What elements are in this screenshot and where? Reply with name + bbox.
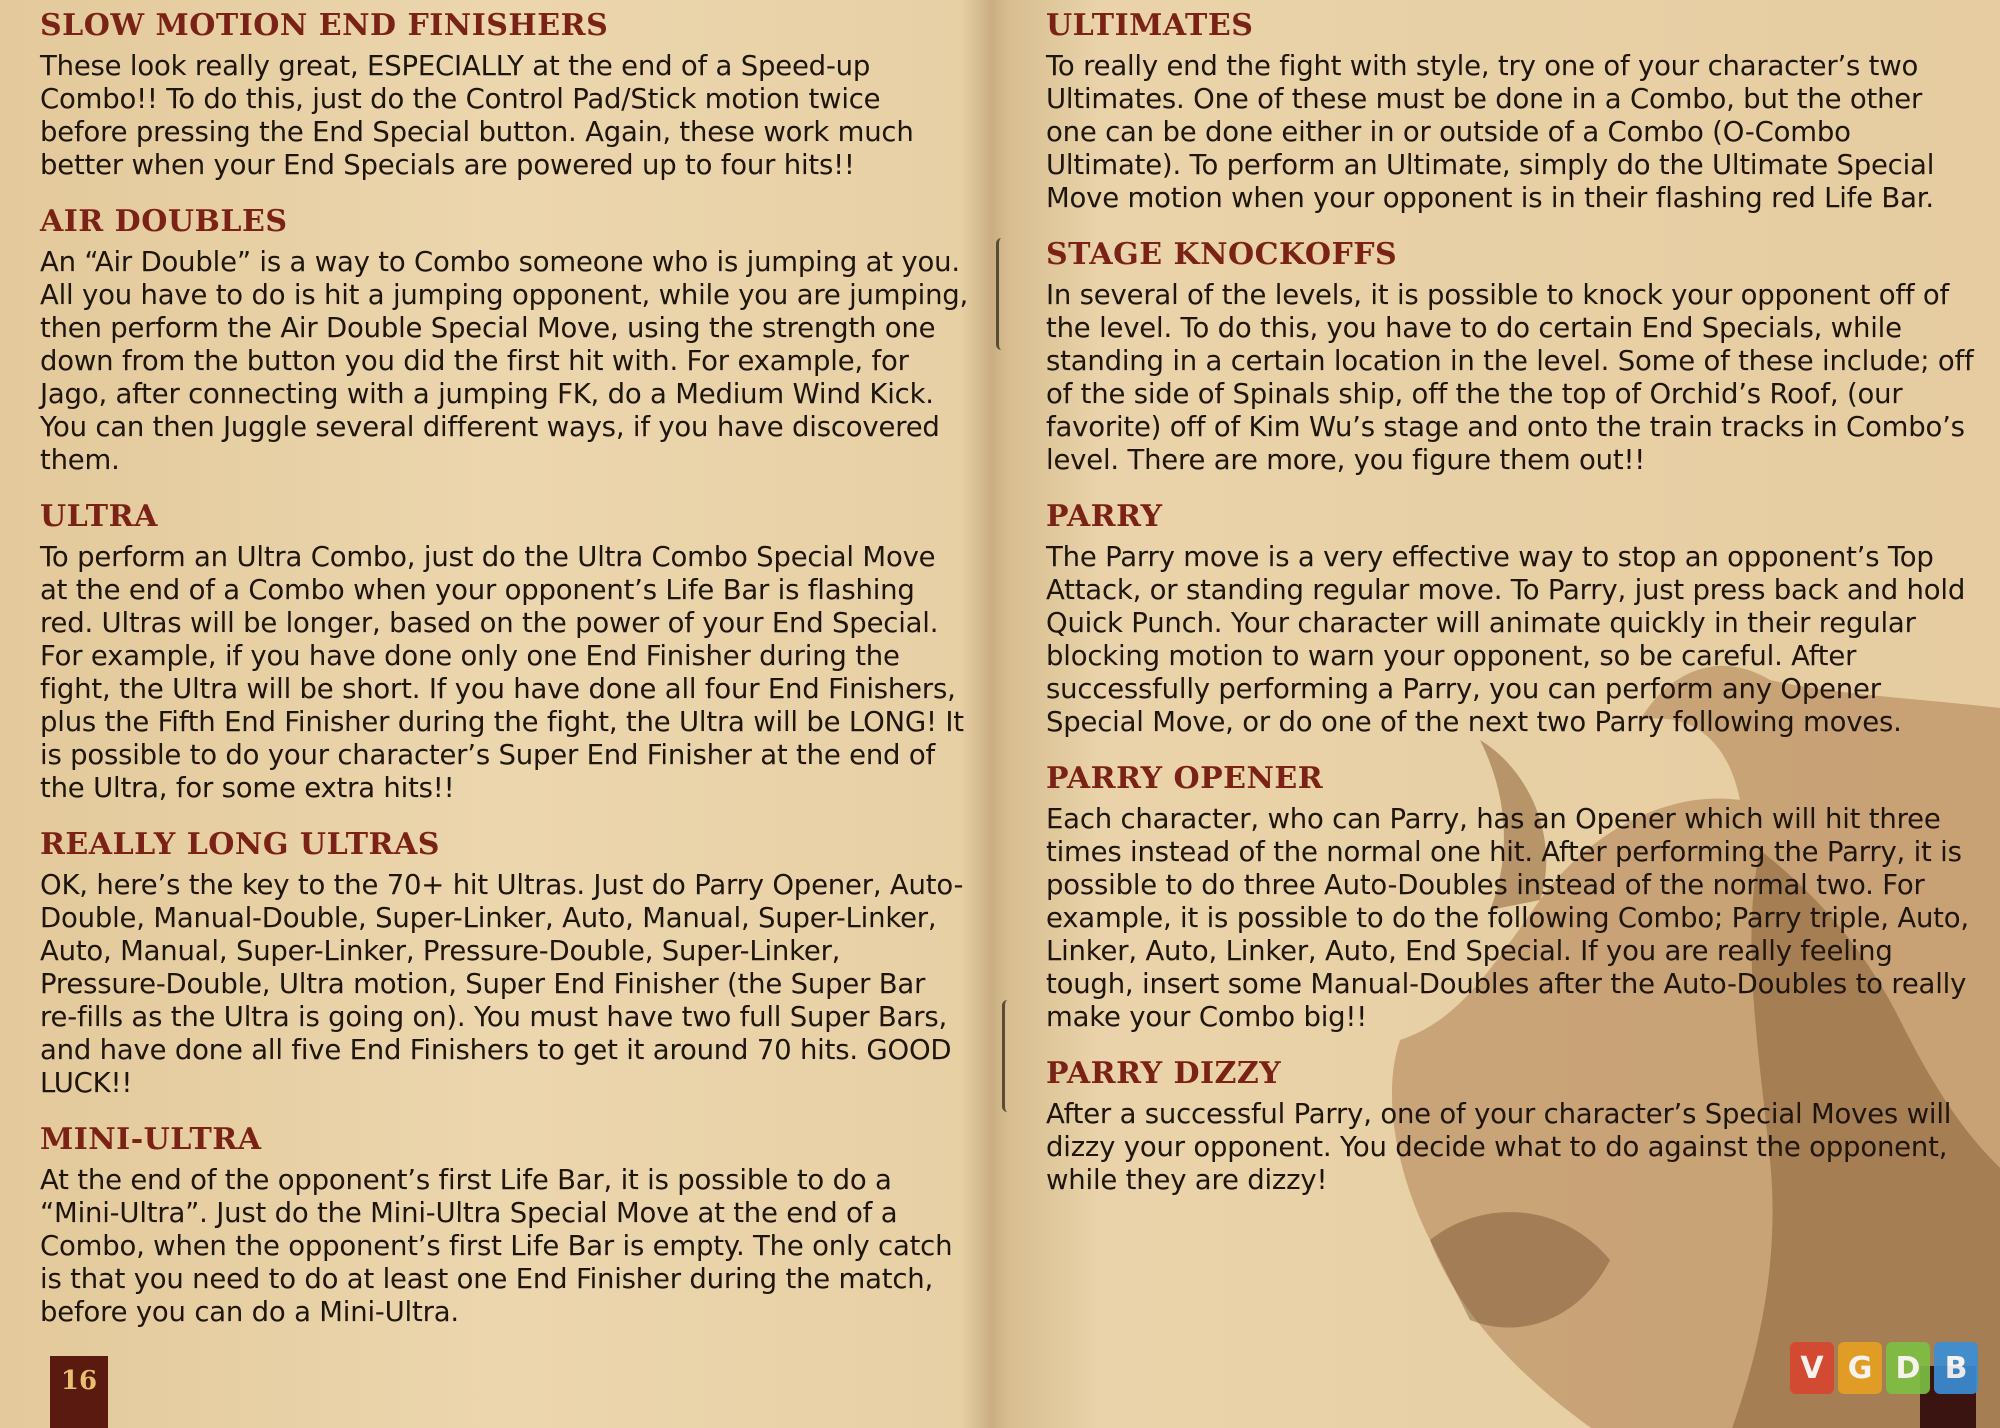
section-heading: SLOW MOTION END FINISHERS	[40, 8, 609, 43]
section-body: To perform an Ultra Combo, just do the Ultra Combo Special Move at the end of a Combo when your opponent’s Life Bar is flashing red. Ultras will be longer, based on the power of your End Special. For example, if you have done only one End Finisher during the fight, the Ultra will be short. If you have done all four End Finishers, plus the Fifth End Finisher during the fight, the Ultra will be LONG! It is possible to do your character’s Super End Finisher at the end of the Ultra, for some extra hits!!	[40, 541, 964, 804]
section-body: At the end of the opponent’s first Life Bar, it is possible to do a “Mini-Ultra”. Just do the Mini-Ultra Special Move at the end of a Combo, when the opponent’s first Life Bar is empty. The only catch is that you need to do at least one End Finisher during the match, before you can do a Mini-Ultra.	[40, 1164, 953, 1328]
section-body: OK, here’s the key to the 70+ hit Ultras. Just do Parry Opener, Auto-Double, Manual-Double, Super-Linker, Auto, Manual, Super-Linker, Auto, Manual, Super-Linker, Pressure-Double, Super-Linker, Pressure-Double, Ultra motion, Super End Finisher (the Super Bar re-fills as the Ultra is going on). You must have two full Super Bars, and have done all five End Finishers to get it around 70 hits. GOOD LUCK!!	[40, 869, 964, 1099]
section-slow-motion-end-finishers	[40, 8, 970, 182]
section-ultimates	[1046, 8, 1976, 215]
watermark-letter: G	[1838, 1342, 1882, 1394]
section-heading: ULTIMATES	[1046, 8, 1254, 43]
section-heading: MINI-ULTRA	[40, 1122, 262, 1157]
section-body: The Parry move is a very effective way to stop an opponent’s Top Attack, or standing regular move. To Parry, just press back and hold Quick Punch. Your character will animate quickly in their regular blocking motion to warn your opponent, so be careful. After successfully performing a Parry, you can perform any Opener Special Move, or do one of the next two Parry following moves.	[1046, 541, 1966, 738]
watermark-letter: V	[1790, 1342, 1834, 1394]
section-parry-dizzy	[1046, 1056, 1976, 1197]
section-heading: PARRY OPENER	[1046, 761, 1324, 796]
section-ultra	[40, 499, 970, 805]
left-column	[40, 8, 970, 1351]
section-body: An “Air Double” is a way to Combo someone who is jumping at you. All you have to do is hit a jumping opponent, while you are jumping, then perform the Air Double Special Move, using the strength one down from the button you did the first hit with. For example, for Jago, after connecting with a jumping FK, do a Medium Wind Kick. You can then Juggle several different ways, if you have discovered them.	[40, 246, 969, 476]
watermark-letter: D	[1886, 1342, 1930, 1394]
section-air-doubles	[40, 204, 970, 477]
right-page	[1004, 0, 2000, 1428]
section-body: After a successful Parry, one of your character’s Special Moves will dizzy your opponent. You decide what to do against the opponent, while they are dizzy!	[1046, 1098, 1952, 1196]
section-mini-ultra	[40, 1122, 970, 1329]
section-heading: STAGE KNOCKOFFS	[1046, 237, 1398, 272]
section-heading: REALLY LONG ULTRAS	[40, 827, 440, 862]
section-heading: ULTRA	[40, 499, 158, 534]
section-body: To really end the fight with style, try one of your character’s two Ultimates. One of these must be done in a Combo, but the other one can be done either in or outside of a Combo (O-Combo Ultimate). To perform an Ultimate, simply do the Ultimate Special Move motion when your opponent is in their flashing red Life Bar.	[1046, 50, 1935, 214]
section-heading: PARRY DIZZY	[1046, 1056, 1282, 1091]
section-really-long-ultras	[40, 827, 970, 1100]
section-parry-opener	[1046, 761, 1976, 1034]
right-column	[1046, 8, 1976, 1219]
vgdb-watermark	[1790, 1342, 1978, 1394]
page-number-badge	[50, 1356, 108, 1428]
watermark-letter: B	[1934, 1342, 1978, 1394]
section-body: In several of the levels, it is possible to knock your opponent off of the level. To do this, you have to do certain End Specials, while standing in a certain location in the level. Some of these include; off of the side of Spinals ship, off the the top of Orchid’s Roof, (our favorite) off of Kim Wu’s stage and onto the train tracks in Combo’s level. There are more, you figure them out!!	[1046, 279, 1974, 476]
section-heading: AIR DOUBLES	[40, 204, 288, 239]
section-heading: PARRY	[1046, 499, 1163, 534]
section-stage-knockoffs	[1046, 237, 1976, 477]
section-body: Each character, who can Parry, has an Opener which will hit three times instead of the normal one hit. After performing the Parry, it is possible to do three Auto-Doubles instead of the normal two. For example, it is possible to do the following Combo; Parry triple, Auto, Linker, Auto, Linker, Auto, End Special. If you are really feeling tough, insert some Manual-Doubles after the Auto-Doubles to really make your Combo big!!	[1046, 803, 1969, 1033]
page-number: 16	[60, 1366, 98, 1396]
section-body: These look really great, ESPECIALLY at the end of a Speed-up Combo!! To do this, just do the Control Pad/Stick motion twice before pressing the End Special button. Again, these work much better when your End Specials are powered up to four hits!!	[40, 50, 914, 181]
section-parry	[1046, 499, 1976, 739]
